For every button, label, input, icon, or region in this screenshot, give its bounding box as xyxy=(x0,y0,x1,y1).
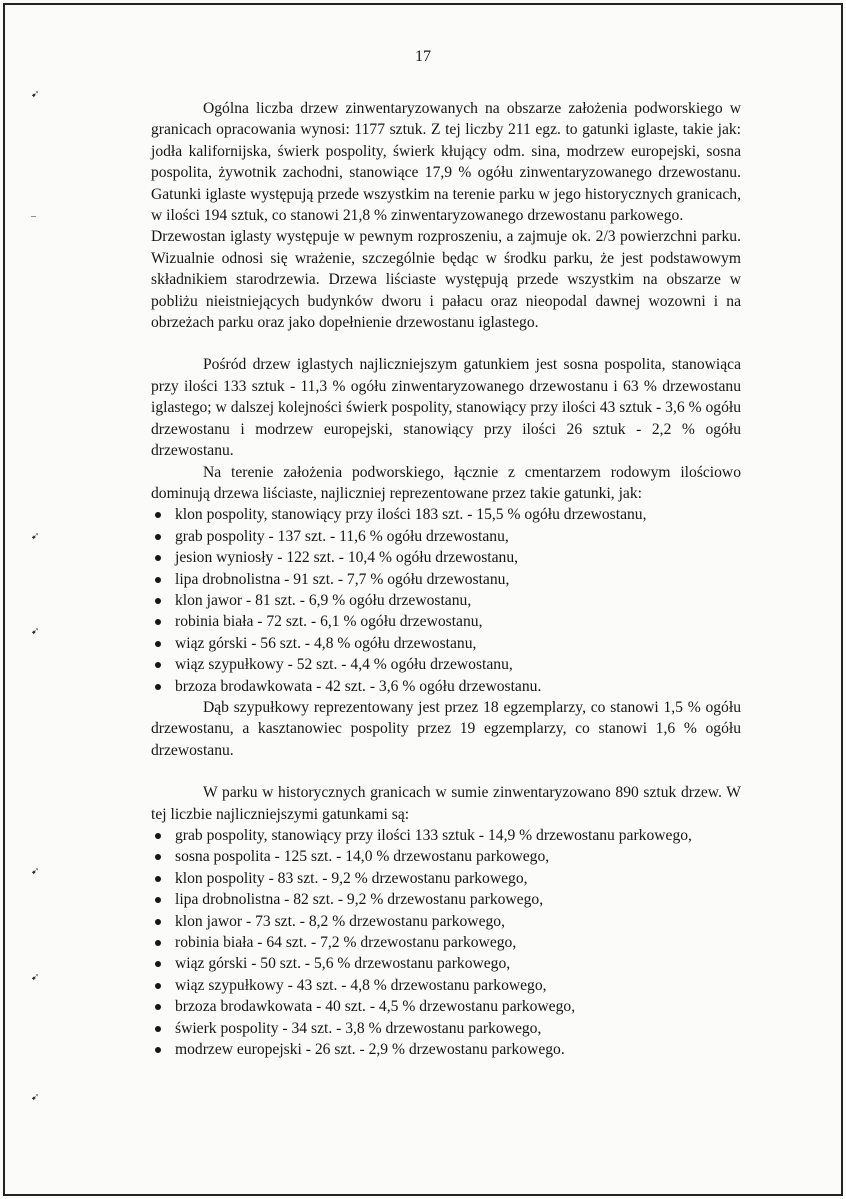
list-item: klon jawor - 81 szt. - 6,9 % ogółu drzewostanu, xyxy=(151,590,741,611)
list-item: brzoza brodawkowata - 42 szt. - 3,6 % ogółu drzewostanu. xyxy=(151,676,741,697)
scan-mark: ➹ xyxy=(31,972,40,983)
scan-mark: ➹ xyxy=(31,626,40,637)
list-item: świerk pospolity - 34 szt. - 3,8 % drzewostanu parkowego, xyxy=(151,1018,741,1039)
paragraph: W parku w historycznych granicach w sumie zinwentaryzowano 890 sztuk drzew. W tej liczbie najliczniejszymi gatunkami są: xyxy=(151,784,741,823)
paragraph: Ogólna liczba drzew zinwentaryzowanych na obszarze założenia podworskiego w granicach opracowania wynosi: 1177 sztuk. Z tej liczby 211 egz. to gatunki iglaste, takie jak: jodła kalifornijska, świerk pospolity, świerk kłujący odm. sina, modrzew europejski, sosna pospolita, żywotnik zachodni, stanowiące 17,9 % ogółu zinwentaryzowanego drzewostanu. Gatunki iglaste występują przede wszystkim na terenie parku w jego historycznych granicach, w ilości 194 sztuk, co stanowi 21,8 % zinwentaryzowanego drzewostanu parkowego. xyxy=(151,100,741,225)
paragraph: Na terenie założenia podworskiego, łącznie z cmentarzem rodowym ilościowo dominują drzewa liściaste, najliczniej reprezentowane przez takie gatunki, jak: xyxy=(151,463,741,502)
species-list-site xyxy=(151,504,741,697)
list-item: sosna pospolita - 125 szt. - 14,0 % drzewostanu parkowego, xyxy=(151,846,741,867)
list-item: klon jawor - 73 szt. - 8,2 % drzewostanu parkowego, xyxy=(151,911,741,932)
list-item: klon pospolity - 83 szt. - 9,2 % drzewostanu parkowego, xyxy=(151,868,741,889)
list-item: klon pospolity, stanowiący przy ilości 183 szt. - 15,5 % ogółu drzewostanu, xyxy=(151,504,741,525)
page-number: 17 xyxy=(415,48,431,65)
list-item: robinia biała - 72 szt. - 6,1 % ogółu drzewostanu, xyxy=(151,611,741,632)
list-item: robinia biała - 64 szt. - 7,2 % drzewostanu parkowego, xyxy=(151,932,741,953)
list-item: wiąz szypułkowy - 43 szt. - 4,8 % drzewostanu parkowego, xyxy=(151,975,741,996)
scan-mark: ➹ xyxy=(31,1092,40,1103)
list-item: lipa drobnolistna - 91 szt. - 7,7 % ogółu drzewostanu, xyxy=(151,569,741,590)
list-item: lipa drobnolistna - 82 szt. - 9,2 % drzewostanu parkowego, xyxy=(151,889,741,910)
species-list-park xyxy=(151,825,741,1060)
paragraph: Drzewostan iglasty występuje w pewnym rozproszeniu, a zajmuje ok. 2/3 powierzchni parku. Wizualnie odnosi się wrażenie, szczególnie będąc w środku parku, że jest podstawowym składnikiem starodrzewia. Drzewa liściaste występują przede wszystkim na obszarze w pobliżu nieistniejących budynków dworu i pałacu oraz nieopodal dawnej wozowni i na obrzeżach parku oraz jako dopełnienie drzewostanu iglastego. xyxy=(151,228,741,332)
list-item: wiąz górski - 50 szt. - 5,6 % drzewostanu parkowego, xyxy=(151,953,741,974)
document-body xyxy=(151,98,741,1060)
list-item: modrzew europejski - 26 szt. - 2,9 % drzewostanu parkowego. xyxy=(151,1039,741,1060)
list-item: grab pospolity - 137 szt. - 11,6 % ogółu drzewostanu, xyxy=(151,526,741,547)
scan-mark: ➹ xyxy=(31,531,40,542)
list-item: wiąz górski - 56 szt. - 4,8 % ogółu drzewostanu, xyxy=(151,633,741,654)
list-item: brzoza brodawkowata - 40 szt. - 4,5 % drzewostanu parkowego, xyxy=(151,996,741,1017)
list-item: wiąz szypułkowy - 52 szt. - 4,4 % ogółu drzewostanu, xyxy=(151,654,741,675)
list-item: grab pospolity, stanowiący przy ilości 133 sztuk - 14,9 % drzewostanu parkowego, xyxy=(151,825,741,846)
paragraph: Pośród drzew iglastych najliczniejszym gatunkiem jest sosna pospolita, stanowiąca przy ilości 133 sztuk - 11,3 % ogółu zinwentaryzowanego drzewostanu i 63 % drzewostanu iglastego; w dalszej kolejności świerk pospolity, stanowiący przy ilości 43 sztuk - 3,6 % ogółu drzewostanu i modrzew europejski, stanowiący przy ilości 26 sztuk - 2,2 % ogółu drzewostanu. xyxy=(151,356,741,460)
paragraph: Dąb szypułkowy reprezentowany jest przez 18 egzemplarzy, co stanowi 1,5 % ogółu drzewostanu, a kasztanowiec pospolity przez 19 egzemplarzy, co stanowi 1,6 % ogółu drzewostanu. xyxy=(151,698,741,759)
list-item: jesion wyniosły - 122 szt. - 10,4 % ogółu drzewostanu, xyxy=(151,547,741,568)
scan-mark: ➹ xyxy=(31,866,40,877)
scan-mark: – xyxy=(31,211,36,222)
scan-mark: ➹ xyxy=(31,89,40,100)
